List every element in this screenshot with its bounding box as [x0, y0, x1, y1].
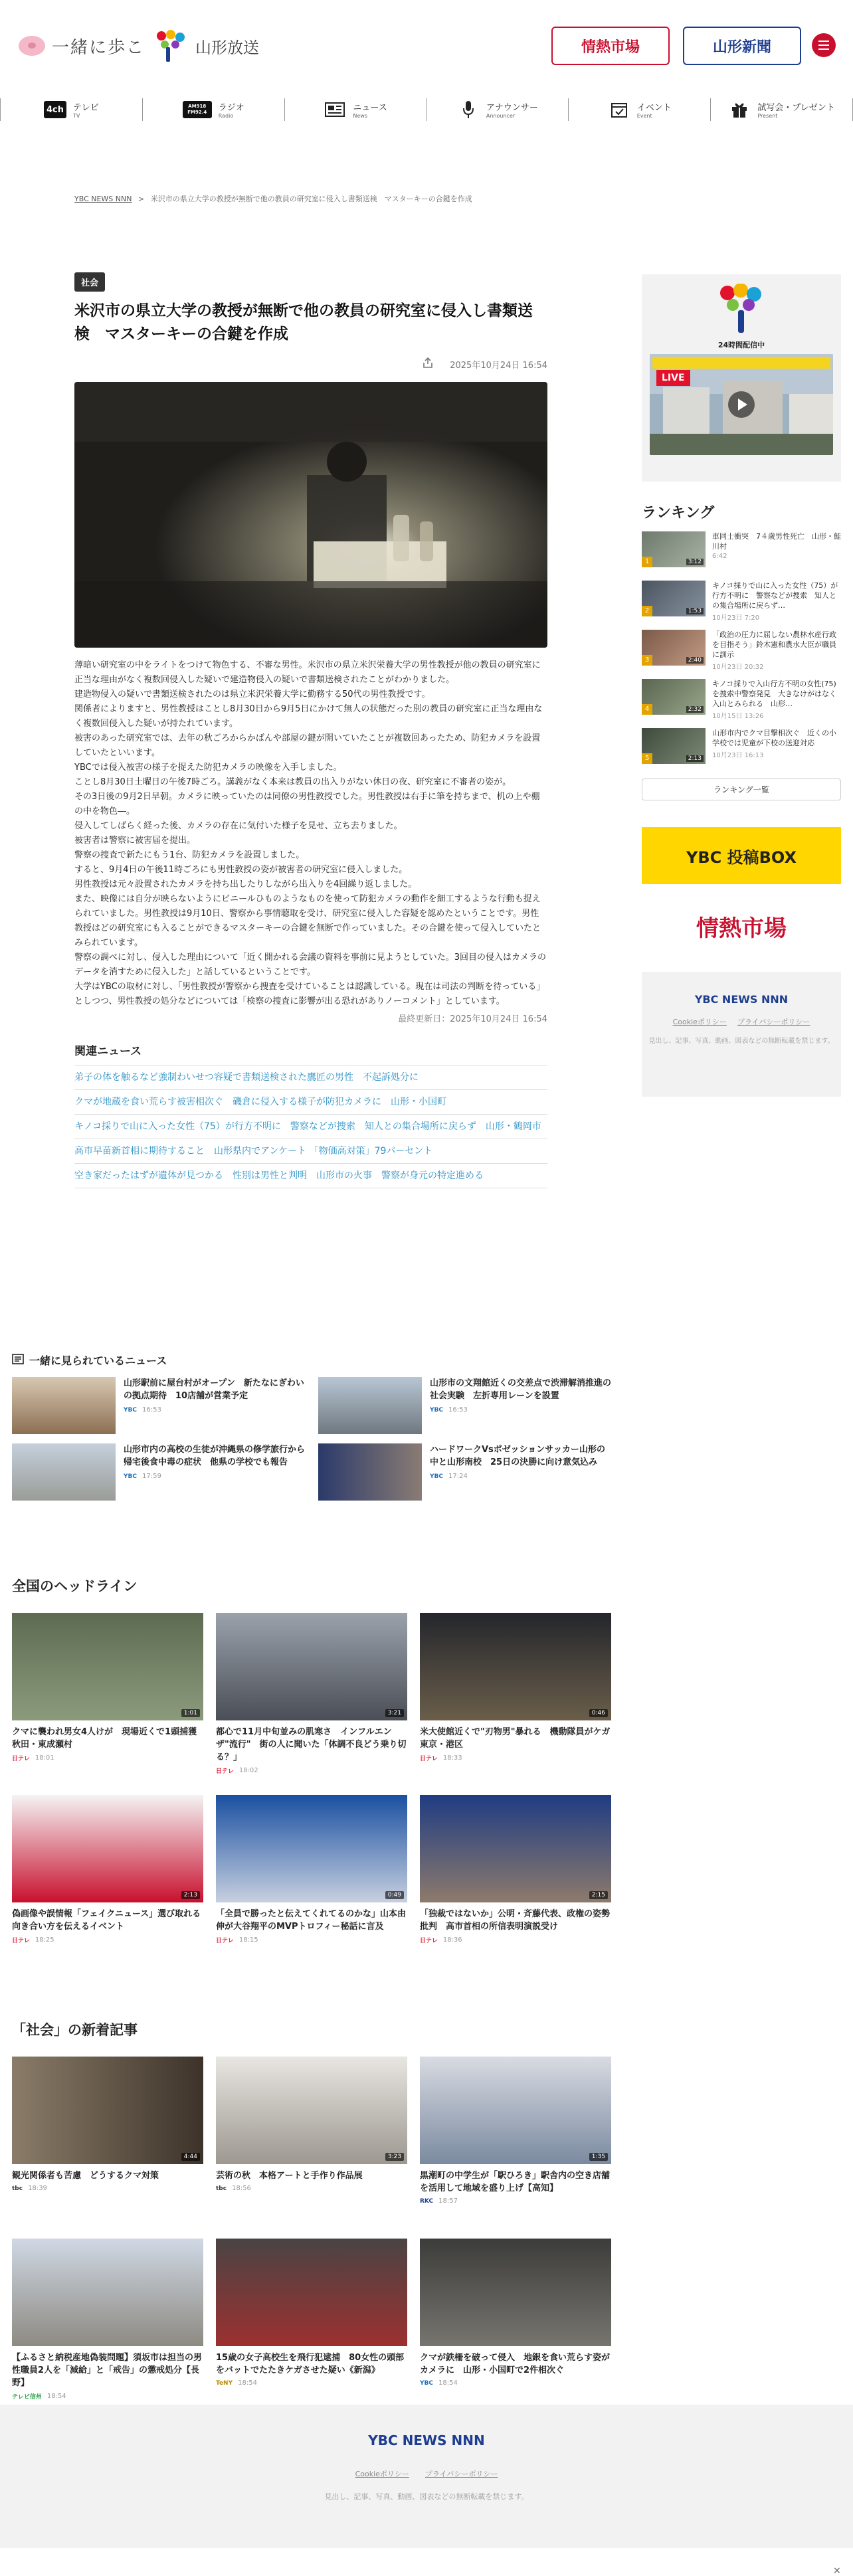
- news-title: 芸術の秋 本格アートと手作り作品展: [216, 2171, 363, 2181]
- article-paragraph: 被害のあった研究室では、去年の秋ごろからかばんや部屋の鍵が開いていたことが複数回あったため、防犯カメラを設置していたといいます。: [74, 733, 541, 758]
- cookie-policy-link[interactable]: Cookieポリシー: [672, 1018, 727, 1026]
- news-thumbnail: [420, 1795, 611, 1902]
- jonetsu-ichiba-banner[interactable]: 情熱市場: [696, 915, 787, 942]
- live-caption: 24時間配信中: [717, 341, 765, 349]
- ranking-item[interactable]: [642, 728, 841, 768]
- news-title: 「独裁ではないか」公明・斉藤代表、政権の姿勢批判 高市首相の所信表明演説受け: [420, 1909, 611, 1932]
- article-date: 2025年10月24日 16:54: [450, 360, 547, 371]
- privacy-policy-link[interactable]: プライバシーポリシー: [425, 2470, 498, 2478]
- nav-sublabel: Radio: [218, 113, 234, 119]
- live-thumbnail[interactable]: [650, 354, 833, 455]
- source-logo: 日テレ: [420, 1938, 438, 1944]
- national-headlines-section: [12, 1576, 619, 1965]
- source-logo: YBC: [430, 1473, 443, 1480]
- ranking-date: 10月15日 13:26: [712, 713, 764, 720]
- ranking-date: 6:42: [712, 553, 727, 560]
- related-news-link[interactable]: キノコ採りで山に入った女性（75）が行方不明に 警察などが捜索 知人との集合場所に戻らず 山形・鶴岡市: [74, 1115, 547, 1139]
- article-title: 米沢市の県立大学の教授が無断で他の教員の研究室に侵入し書類送検 マスターキーの合鍵を作成: [74, 302, 533, 343]
- video-duration: 4:44: [181, 2153, 200, 2161]
- source-logo: 日テレ: [216, 1938, 234, 1944]
- ranking-item[interactable]: [642, 581, 841, 620]
- radio-frequency-icon: AM918 FM92.4: [183, 101, 212, 118]
- ranking-date: 10月23日 20:32: [712, 664, 764, 671]
- source-logo: tbc: [12, 2185, 23, 2192]
- article-paragraph: 侵入してしばらく経った後、カメラの存在に気付いた様子を見せ、立ち去りました。: [74, 821, 403, 831]
- article: [74, 272, 547, 1188]
- tv-4ch-icon: 4ch: [44, 101, 66, 118]
- nav-sublabel: Present: [757, 113, 778, 119]
- article-paragraph: 薄暗い研究室の中をライトをつけて物色する、不審な男性。米沢市の県立米沢栄養大学の男性教授が他の教員の研究室に正当な理由がなく複数回侵入した疑いで建造物侵入の疑いで書類送検されたことがわかりました。: [74, 660, 541, 685]
- ranking-thumbnail: [642, 531, 706, 567]
- article-paragraph: 建造物侵入の疑いで書類送検されたのは県立米沢栄養大学に勤務する50代の男性教授です。: [74, 690, 430, 699]
- nav-sublabel: Event: [636, 113, 652, 119]
- sidebar: [642, 274, 841, 1097]
- video-duration: 3:21: [385, 1709, 404, 1717]
- news-thumbnail: [216, 1795, 407, 1902]
- headline-card[interactable]: [420, 1795, 611, 1965]
- ranking-title: 車同士衝突 7４歳男性死亡 山形・鮭川村: [712, 532, 841, 551]
- breadcrumb-separator: >: [138, 195, 145, 203]
- headline-card[interactable]: [12, 1795, 203, 1965]
- ybc-news-logo: YBC NEWS NNN: [694, 993, 789, 1006]
- article-paragraph: YBCでは侵入被害の様子を捉えた防犯カメラの映像を入手しました。: [74, 763, 342, 773]
- news-title: 都心で11月中旬並みの肌寒さ インフルエンザ"流行" 街の人に聞いた「体調不良どう乗り切る？」: [216, 1727, 407, 1762]
- ybc-live-logo-icon: [650, 284, 833, 337]
- nav-tv[interactable]: [0, 98, 142, 121]
- source-logo: テレビ信州: [12, 2394, 42, 2401]
- article-paragraph: 被害者は警察に被害届を提出。: [74, 836, 196, 846]
- live-badge: LIVE: [656, 370, 690, 386]
- news-time: 18:02: [238, 1767, 258, 1774]
- article-meta: [74, 357, 547, 371]
- news-title: ハードワークVsポゼッションサッカー山形の中と山形南校 25日の決勝に向け意気込み: [430, 1445, 606, 1467]
- site-logo[interactable]: [19, 30, 259, 62]
- news-thumbnail: [420, 2057, 611, 2164]
- news-time: 18:36: [442, 1936, 462, 1944]
- related-news-heading: 関連ニュース: [74, 1042, 547, 1065]
- global-nav: [0, 93, 853, 126]
- news-time: 18:25: [35, 1936, 54, 1944]
- headline-card[interactable]: [216, 1613, 407, 1783]
- rank-number: 2: [642, 606, 652, 616]
- live-stream-box[interactable]: [642, 274, 841, 482]
- video-duration: 2:40: [686, 657, 704, 664]
- similar-news-item[interactable]: [318, 1377, 611, 1434]
- source-logo: 日テレ: [12, 1938, 30, 1944]
- nav-label: ニュース: [353, 103, 387, 113]
- news-thumbnail: [12, 2239, 203, 2346]
- news-title: 「全員で勝ったと伝えてくれてるのかな」山本由伸が大谷翔平のMVPトロフィー秘話に言及: [216, 1909, 407, 1932]
- news-list-icon: [12, 1354, 24, 1367]
- headline-card[interactable]: [420, 1613, 619, 1783]
- nav-radio[interactable]: [142, 98, 284, 121]
- pig-mascot-icon: [19, 36, 45, 56]
- ranking-title: 山形市内でクマ目撃相次ぐ 近くの小学校では児童が下校の送迎対応: [712, 729, 836, 747]
- share-icon[interactable]: [422, 357, 434, 371]
- article-paragraph: 大学はYBCの取材に対し、「男性教授が警察から捜査を受けていることは認識している。現在は司法の判断を待っている」としつつ、男性教授の処分などについては「検察の捜査に影響が出る恐れがありノーコメント」としています。: [74, 982, 545, 1006]
- video-duration: 3:12: [686, 559, 704, 565]
- news-time: 17:59: [142, 1473, 161, 1480]
- rank-number: 3: [642, 655, 652, 666]
- video-duration: 2:32: [686, 706, 704, 713]
- similar-news-heading: [12, 1352, 611, 1368]
- news-title: 15歳の女子高校生を飛行犯逮捕 80女性の頭部をバットでたたきケガさせた疑い《新潟》: [216, 2353, 405, 2375]
- social-latest-heading: 「社会」の新着記事: [12, 2022, 138, 2038]
- ranking-more-button[interactable]: ランキング一覧: [642, 779, 841, 800]
- nav-announcer[interactable]: [426, 98, 568, 121]
- video-duration: 0:49: [385, 1891, 404, 1899]
- article-body: [74, 658, 547, 1009]
- breadcrumb-home-link[interactable]: YBC NEWS NNN: [74, 195, 132, 203]
- breadcrumb-current: 米沢市の県立大学の教授が無断で他の教員の研究室に侵入し書類送検 マスターキーの合鍵を作成: [150, 195, 472, 203]
- news-card[interactable]: [420, 2239, 611, 2409]
- hamburger-menu-button[interactable]: [812, 33, 836, 57]
- video-duration: 2:13: [686, 755, 704, 762]
- headline-card[interactable]: [216, 1795, 407, 1965]
- slogan: 一緒に歩こ: [52, 37, 145, 58]
- ranking-title: 「政治の圧力に屈しない農林水産行政を目指そう」鈴木憲和農水大臣が職員に訓示: [712, 630, 836, 659]
- related-news-link[interactable]: 弟子の体を触るなど強制わいせつ容疑で書類送検された鷹匠の男性 不起訴処分に: [74, 1065, 547, 1090]
- rank-number: 5: [642, 753, 652, 764]
- news-title: 【ふるさと納税産地偽装問題】須坂市は担当の男性職員2人を「減給」と「戒告」の懲戒処分【長野】: [12, 2353, 203, 2388]
- ranking-item[interactable]: [642, 630, 841, 670]
- article-paragraph: 警察の捜査で新たにもう1台、防犯カメラを設置しました。: [74, 850, 305, 860]
- nav-sublabel: TV: [73, 113, 80, 119]
- news-card[interactable]: [12, 2057, 203, 2227]
- news-thumbnail: [12, 1443, 116, 1501]
- news-title: 米大使館近くで"刃物男"暴れる 機動隊員がケガ 東京・港区: [420, 1727, 619, 1750]
- news-title: クマに襲われ男女4人けが 現場近くで1頭捕獲 秋田・東成瀬村: [12, 1727, 206, 1750]
- ranking-heading: ランキング: [642, 505, 715, 521]
- video-duration: 1:53: [686, 608, 704, 614]
- news-time: 16:53: [448, 1406, 468, 1414]
- source-logo: 日テレ: [420, 1756, 438, 1762]
- ranking-thumbnail: [642, 630, 706, 666]
- news-title: 観光関係者も苦慮 どうするクマ対策: [12, 2171, 159, 2181]
- nav-event[interactable]: [568, 98, 710, 121]
- ranking-item[interactable]: [642, 531, 841, 571]
- nav-news[interactable]: [284, 98, 427, 121]
- news-title: 山形駅前に屋台村がオープン 新たなにぎわいの拠点期待 10店舗が営業予定: [124, 1378, 304, 1401]
- gift-icon: [728, 101, 751, 118]
- video-duration: 3:23: [385, 2153, 404, 2161]
- related-news-link[interactable]: クマが地蔵を食い荒らす被害相次ぐ 磯倉に侵入する様子が防犯カメラに 山形・小国町: [74, 1090, 547, 1115]
- site-footer: [0, 2405, 853, 2548]
- news-time: 18:54: [47, 2393, 66, 2400]
- source-logo: YBC: [420, 2379, 433, 2387]
- news-thumbnail: [12, 2057, 203, 2164]
- source-logo: RKC: [420, 2197, 434, 2205]
- similar-news-title: 一緒に見られているニュース: [29, 1354, 167, 1367]
- article-paragraph: 関係者によりますと、男性教授はことし8月30日から9月5日にかけて無人の状態だった別の教員の研究室に正当な理由なく複数回侵入した疑いが持たれています。: [74, 704, 543, 729]
- last-updated: 最終更新日：2025年10月24日 16:54: [398, 1014, 547, 1024]
- ranking-title: キノコ採りで山に入った女性（75）が行方不明に 警察などが捜索 知人との集合場所に戻らず…: [712, 581, 838, 610]
- similar-news-item[interactable]: [318, 1443, 611, 1501]
- video-duration: 1:35: [589, 2153, 608, 2161]
- news-thumbnail: [318, 1377, 422, 1434]
- privacy-policy-link[interactable]: プライバシーポリシー: [737, 1018, 810, 1026]
- play-icon[interactable]: [728, 391, 755, 418]
- ranking-item[interactable]: [642, 679, 841, 719]
- news-title: 山形市の文翔館近くの交差点で渋滞解消推進の社会実験 左折専用レーンを設置: [430, 1378, 612, 1401]
- mic-icon: [457, 101, 480, 118]
- video-duration: 2:15: [589, 1891, 608, 1899]
- article-paragraph: また、映像には自分が映らないようにビニールひものようなものを使って防犯カメラの動作を細工するような行動も捉えられていました。男性教授は9月10日、警察から事情聴取を受け、研究室に侵入した容疑を認めたということです。男性教授はどの研究室にも入ることができるマスターキーの合鍵を無断で作っていました。その合鍵を使って侵入していたとみられています。: [74, 894, 541, 948]
- similar-news-item[interactable]: [12, 1443, 305, 1501]
- nav-sublabel: Announcer: [486, 113, 516, 119]
- article-paragraph: その3日後の9月2日早朝。カメラに映っていたのは同僚の男性教授でした。男性教授は右手に筆を持ちまで、机の上や棚の中を物色―。: [74, 792, 540, 816]
- article-hero-image[interactable]: [74, 382, 547, 648]
- source-logo: 日テレ: [12, 1756, 30, 1762]
- news-thumbnail: [216, 2239, 407, 2346]
- source-logo: YBC: [124, 1473, 137, 1480]
- toukou-box-banner[interactable]: YBC 投稿BOX: [642, 827, 841, 884]
- station-name: 山形放送: [195, 38, 260, 57]
- related-news-link[interactable]: 高市早苗新首相に期待すること 山形県内でアンケート 「物価高対策」79パーセント: [74, 1139, 547, 1164]
- ranking-title: キノコ採りで入山行方不明の女性(75)を捜索中警察発見 大きなけがはなく入山とみられる 山形…: [712, 680, 836, 708]
- news-thumbnail: [420, 1613, 611, 1720]
- copyright-note: 見出し、記事、写真、動画、図表などの無断転載を禁じます。: [324, 2492, 529, 2501]
- calendar-check-icon: [608, 101, 630, 118]
- source-logo: 日テレ: [216, 1768, 234, 1775]
- news-thumbnail: [12, 1377, 116, 1434]
- social-latest-section: [12, 2019, 611, 2409]
- nav-label: イベント: [636, 103, 672, 113]
- news-time: 18:56: [232, 2185, 251, 2192]
- source-logo: TeNY: [216, 2379, 233, 2387]
- news-thumbnail: [12, 1795, 203, 1902]
- news-card[interactable]: [216, 2057, 407, 2227]
- news-thumbnail: [12, 1613, 203, 1720]
- source-logo: YBC: [430, 1406, 443, 1414]
- breadcrumb: [74, 193, 472, 204]
- article-paragraph: ことし8月30日土曜日の午後7時ごろ。講義がなく本来は教員の出入りがない休日の夜、研究室に不審者の姿が。: [74, 777, 512, 787]
- category-tag[interactable]: 社会: [74, 272, 105, 292]
- sidebar-news-footer: [642, 972, 841, 1097]
- article-paragraph: 警察の調べに対し、侵入した理由について「近く開かれる会議の資料を事前に見ようとしていた。3回目の侵入はカメラのデータを消すために侵入した」と話しているということです。: [74, 953, 547, 977]
- similar-news-section: [12, 1352, 611, 1501]
- news-time: 18:57: [438, 2197, 458, 2205]
- nav-label: 試写会・プレゼント: [757, 103, 835, 113]
- news-thumbnail: [216, 2057, 407, 2164]
- cookie-policy-link[interactable]: Cookieポリシー: [355, 2470, 409, 2478]
- ybc-logo-icon: [151, 30, 189, 62]
- headline-card[interactable]: [12, 1613, 206, 1783]
- video-duration: 2:13: [181, 1891, 200, 1899]
- close-icon[interactable]: ×: [833, 2565, 841, 2576]
- news-card[interactable]: [12, 2239, 203, 2409]
- news-title: 黒潮町の中学生が「駅ひろき」駅舎内の空き店舗を活用して地域を盛り上げ【高知】: [420, 2171, 611, 2193]
- nav-label: テレビ: [73, 103, 99, 113]
- news-thumbnail: [420, 2239, 611, 2346]
- nav-label: アナウンサー: [486, 103, 538, 113]
- nav-label: ラジオ: [218, 103, 244, 113]
- news-card[interactable]: [216, 2239, 407, 2409]
- ranking-date: 10月23日 16:13: [712, 752, 764, 759]
- news-time: 18:39: [28, 2185, 47, 2192]
- jonetsu-ichiba-link[interactable]: 情熱市場: [551, 27, 670, 65]
- yamagata-shinbun-link[interactable]: 山形新聞: [683, 27, 801, 65]
- ranking-thumbnail: [642, 728, 706, 764]
- rank-number: 4: [642, 704, 652, 715]
- footer-logo[interactable]: YBC NEWS NNN: [368, 2433, 485, 2448]
- video-duration: 1:01: [181, 1709, 200, 1717]
- article-paragraph: すると、9月4日の午後11時ごろにも男性教授の姿が被害者の研究室に侵入しました。: [74, 865, 408, 875]
- nav-sublabel: News: [353, 113, 368, 119]
- news-time: 18:01: [35, 1754, 54, 1762]
- related-news-list: [74, 1065, 547, 1188]
- news-thumbnail: [216, 1613, 407, 1720]
- video-duration: 0:46: [589, 1709, 608, 1717]
- news-card[interactable]: [420, 2057, 611, 2227]
- copyright-note: 見出し、記事、写真、動画、図表などの無断転載を禁じます。: [648, 1038, 834, 1045]
- news-thumbnail: [318, 1443, 422, 1501]
- article-paragraph: 男性教授は元々設置されたカメラを持ち出したりしながら出入りを4回繰り返しました。: [74, 879, 417, 889]
- rank-number: 1: [642, 557, 652, 567]
- news-time: 18:15: [238, 1936, 258, 1944]
- related-news-link[interactable]: 空き家だったはずが遺体が見つかる 性別は男性と判明 山形市の火事 警察が身元の特定進める: [74, 1164, 547, 1188]
- nav-present[interactable]: [710, 98, 853, 121]
- source-logo: tbc: [216, 2185, 227, 2192]
- site-header: [0, 0, 853, 93]
- similar-news-item[interactable]: [12, 1377, 305, 1434]
- news-time: 18:54: [238, 2379, 257, 2387]
- source-logo: YBC: [124, 1406, 137, 1414]
- news-title: クマが鉄柵を破って侵入 地銀を食い荒らす姿がカメラに 山形・小国町で2件相次ぐ: [420, 2353, 611, 2375]
- ranking-date: 10月23日 7:20: [712, 614, 760, 622]
- news-title: 山形市内の高校の生徒が沖縄県の修学旅行から帰宅後食中毒の症状 他県の学校でも報告: [124, 1445, 306, 1467]
- news-time: 17:24: [448, 1473, 468, 1480]
- ranking-thumbnail: [642, 581, 706, 616]
- ranking-thumbnail: [642, 679, 706, 715]
- news-time: 18:33: [442, 1754, 462, 1762]
- news-time: 16:53: [142, 1406, 161, 1414]
- national-headlines-heading: 全国のヘッドライン: [12, 1578, 138, 1594]
- news-icon: [324, 101, 346, 118]
- news-time: 18:54: [438, 2379, 458, 2387]
- news-title: 偽画像や誤情報「フェイクニュース」選び取れる向き合い方を伝えるイベント: [12, 1909, 201, 1932]
